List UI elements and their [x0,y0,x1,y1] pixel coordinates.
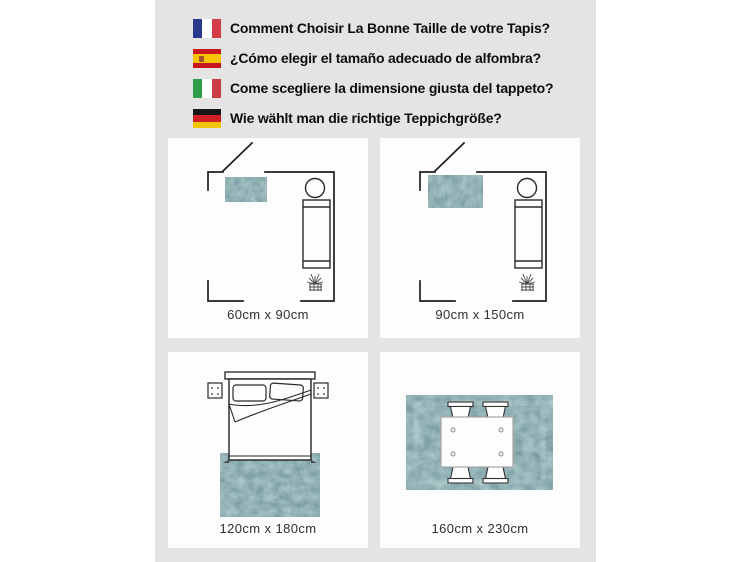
header-title-german: Wie wählt man die richtige Teppichgröße? [230,110,502,126]
header-title-french: Comment Choisir La Bonne Taille de votre Tapis? [230,20,550,36]
header-row-german [193,109,553,128]
germany-flag-icon [193,109,221,128]
bed-with-rug-diagram [168,352,368,548]
size-label: 120cm x 180cm [219,521,317,536]
nightstand-right-icon [314,383,328,398]
header-title-spanish: ¿Cómo elegir el tamaño adecuado de alfombra? [230,50,541,66]
dining-table-icon [441,417,513,467]
gray-content-panel [155,0,596,562]
door-leaf [435,143,464,171]
size-label: 160cm x 230cm [431,521,529,536]
bed-icon [223,372,317,463]
door-leaf [223,143,252,171]
headboard [225,372,315,379]
plant-icon [519,274,535,291]
header-row-spanish [193,49,553,68]
panel-60x90 [168,138,368,338]
rug-icon [220,453,320,517]
multilingual-header [193,19,553,139]
header-row-french [193,19,553,38]
side-table-icon [306,179,325,198]
dining-table-with-rug-diagram [380,352,580,548]
italy-flag-icon [193,79,221,98]
pillow-left [233,385,266,401]
rug-icon [225,177,267,202]
size-label: 90cm x 150cm [435,307,525,322]
plant-icon [307,274,323,291]
spain-flag-icon [193,49,221,68]
header-title-italian: Come scegliere la dimensione giusta del tappeto? [230,80,554,96]
spain-crest-icon [199,56,204,62]
size-label: 60cm x 90cm [227,307,309,322]
panel-160x230 [380,352,580,548]
rug-icon [428,175,483,208]
bed-icon [515,200,542,268]
header-row-italian [193,79,553,98]
panel-120x180 [168,352,368,548]
bed-icon [303,200,330,268]
france-flag-icon [193,19,221,38]
panel-90x150 [380,138,580,338]
nightstand-left-icon [208,383,222,398]
side-table-icon [518,179,537,198]
